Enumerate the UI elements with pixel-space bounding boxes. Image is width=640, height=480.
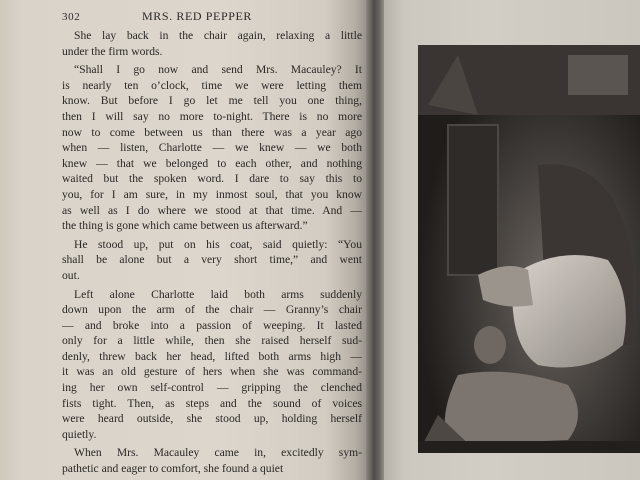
- plate-seated-figure: [512, 255, 626, 368]
- text-line: “Shall I go now and send Mrs. Macauley? It: [74, 63, 362, 77]
- text-line: waited but the spoken word. I dare to say this to: [62, 172, 362, 186]
- text-line: were heard outside, she stood up, holding herself: [62, 412, 362, 426]
- text-line: as well as I do where we stood at that time. And —: [62, 203, 362, 217]
- text-line: now to come between us than there was a year ago: [62, 125, 362, 139]
- plate-door: [448, 125, 498, 275]
- page-number: 302: [62, 11, 81, 23]
- text-line: denly, threw back her head, lifted both arms high —: [62, 349, 362, 363]
- paragraph: [62, 28, 362, 59]
- text-line: down upon the arm of the chair — Granny’s chair: [62, 303, 362, 317]
- body-text: [62, 28, 362, 477]
- text-line: shall be alone but a very short time,” and went: [62, 253, 362, 267]
- text-line: — and broke into a passion of weeping. It lasted: [62, 318, 362, 332]
- paragraph: [62, 445, 362, 476]
- plate-frame: [568, 55, 628, 95]
- text-line: Left alone Charlotte laid both arms suddenly: [74, 287, 362, 301]
- text-line: then I will say no more to-night. There is no more: [62, 109, 362, 123]
- plate-bottom-edge: [418, 441, 640, 453]
- text-line: She lay back in the chair again, relaxing a little: [74, 29, 362, 42]
- text-line: you, for I am sure, in my inmost soul, that you know: [62, 187, 362, 201]
- text-line: out.: [62, 268, 80, 282]
- text-line: the thing is gone which came between us afterward.”: [62, 219, 308, 233]
- paragraph: [62, 237, 362, 284]
- plate-arm: [478, 266, 533, 307]
- text-line: knew — that we belonged to each other, and nothing: [62, 156, 362, 170]
- plate-kneeling-figure: [445, 372, 578, 445]
- text-line: fists tight. Then, as steps and the sound of voices: [62, 396, 362, 410]
- paragraph: [62, 62, 362, 234]
- illustration-image: [418, 45, 640, 453]
- illustration-plate: [418, 45, 640, 453]
- text-line: ing her own self-control — gripping the clenched: [62, 381, 362, 395]
- text-line: When Mrs. Macauley came in, excitedly sym-: [74, 446, 362, 460]
- text-line: pathetic and eager to comfort, she found a quiet: [62, 462, 284, 476]
- page-header: [62, 9, 362, 25]
- text-line: quietly.: [62, 427, 97, 441]
- paragraph: [62, 287, 362, 443]
- text-line: when — listen, Charlotte — we knew — we both: [62, 141, 362, 155]
- running-title: MRS. RED PEPPER: [142, 9, 253, 23]
- text-line: only for a little while, then she raised herself sud-: [62, 334, 362, 348]
- text-line: it was an old gesture of hers when she was command-: [62, 365, 362, 379]
- book-gutter: [366, 0, 386, 480]
- text-line: He stood up, put on his coat, said quietly: “You: [74, 237, 362, 251]
- text-line: know. But before I go let me tell you one thing,: [62, 94, 362, 108]
- text-line: is nearly ten o’clock, time we were letting them: [62, 78, 362, 92]
- text-line: under the firm words.: [62, 44, 163, 58]
- plate-head-man: [474, 326, 506, 364]
